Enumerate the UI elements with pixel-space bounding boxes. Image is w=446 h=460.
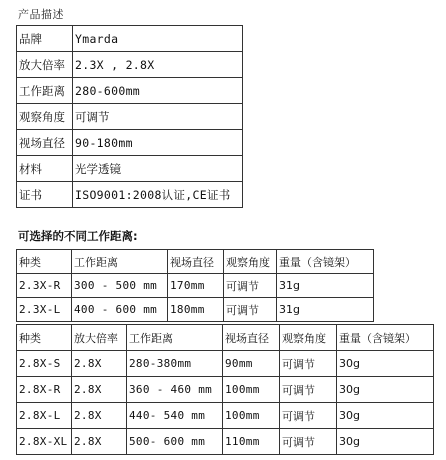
table-row — [17, 26, 243, 52]
table-cell: 2.3X-R — [17, 274, 72, 298]
spec-value: 2.3X , 2.8X — [73, 52, 243, 78]
table-row — [17, 274, 374, 298]
table-cell: 90mm — [223, 351, 280, 377]
column-header: 视场直径 — [168, 250, 224, 274]
table-row — [17, 298, 374, 322]
table-cell: 100mm — [223, 403, 280, 429]
table-cell: 2.3X-L — [17, 298, 72, 322]
spec-value: 可调节 — [73, 104, 243, 130]
table-cell: 2.8X — [72, 377, 127, 403]
table-cell: 可调节 — [280, 429, 337, 455]
spec-key: 视场直径 — [17, 130, 73, 156]
table-row — [17, 351, 434, 377]
table-cell: 2.8X-XL — [17, 429, 72, 455]
table-row — [17, 429, 434, 455]
spec-value: Ymarda — [73, 26, 243, 52]
spec-key: 放大倍率 — [17, 52, 73, 78]
table-row — [17, 130, 243, 156]
column-header: 种类 — [17, 250, 72, 274]
table-cell: 31g — [277, 298, 374, 322]
table-cell: 440- 540 mm — [127, 403, 223, 429]
spec-value: ISO9001:2008认证,CE证书 — [73, 182, 243, 208]
column-header: 观察角度 — [280, 325, 337, 351]
spec-key: 材料 — [17, 156, 73, 182]
table-cell: 360 - 460 mm — [127, 377, 223, 403]
table-cell: 170mm — [168, 274, 224, 298]
table-row — [17, 377, 434, 403]
table-cell: 30g — [337, 403, 434, 429]
spec-key: 证书 — [17, 182, 73, 208]
table-row — [17, 78, 243, 104]
column-header: 重量（含镜架） — [277, 250, 374, 274]
table-cell: 400 - 600 mm — [72, 298, 168, 322]
table-cell: 可调节 — [224, 298, 277, 322]
table-row — [17, 52, 243, 78]
table-cell: 可调节 — [280, 377, 337, 403]
spec-table — [16, 25, 243, 208]
table-row — [17, 156, 243, 182]
spec-key: 观察角度 — [17, 104, 73, 130]
table-cell: 500- 600 mm — [127, 429, 223, 455]
column-header: 工作距离 — [127, 325, 223, 351]
table-cell: 2.8X-L — [17, 403, 72, 429]
table-cell: 30g — [337, 377, 434, 403]
spec-value: 280-600mm — [73, 78, 243, 104]
table-cell: 可调节 — [280, 351, 337, 377]
spec-value: 90-180mm — [73, 130, 243, 156]
column-header: 重量（含镜架） — [337, 325, 434, 351]
table-header-row — [17, 250, 374, 274]
table-cell: 2.8X — [72, 351, 127, 377]
column-header: 观察角度 — [224, 250, 277, 274]
table-cell: 2.8X — [72, 429, 127, 455]
table-header-row — [17, 325, 434, 351]
table-row — [17, 104, 243, 130]
options-table-2-8x — [16, 324, 434, 455]
table-row — [17, 182, 243, 208]
table-cell: 2.8X-S — [17, 351, 72, 377]
table-cell: 300 - 500 mm — [72, 274, 168, 298]
table-cell: 180mm — [168, 298, 224, 322]
table-cell: 110mm — [223, 429, 280, 455]
column-header: 工作距离 — [72, 250, 168, 274]
table-cell: 30g — [337, 429, 434, 455]
table-cell: 100mm — [223, 377, 280, 403]
column-header: 放大倍率 — [72, 325, 127, 351]
section-title: 产品描述 — [18, 8, 64, 21]
options-table-2-3x — [16, 249, 374, 322]
table-cell: 280-380mm — [127, 351, 223, 377]
options-heading: 可选择的不同工作距离: — [18, 229, 138, 243]
table-row — [17, 403, 434, 429]
column-header: 视场直径 — [223, 325, 280, 351]
table-cell: 可调节 — [280, 403, 337, 429]
table-cell: 31g — [277, 274, 374, 298]
column-header: 种类 — [17, 325, 72, 351]
table-cell: 2.8X-R — [17, 377, 72, 403]
spec-key: 工作距离 — [17, 78, 73, 104]
spec-value: 光学透镜 — [73, 156, 243, 182]
table-cell: 30g — [337, 351, 434, 377]
table-cell: 可调节 — [224, 274, 277, 298]
spec-key: 品牌 — [17, 26, 73, 52]
table-cell: 2.8X — [72, 403, 127, 429]
